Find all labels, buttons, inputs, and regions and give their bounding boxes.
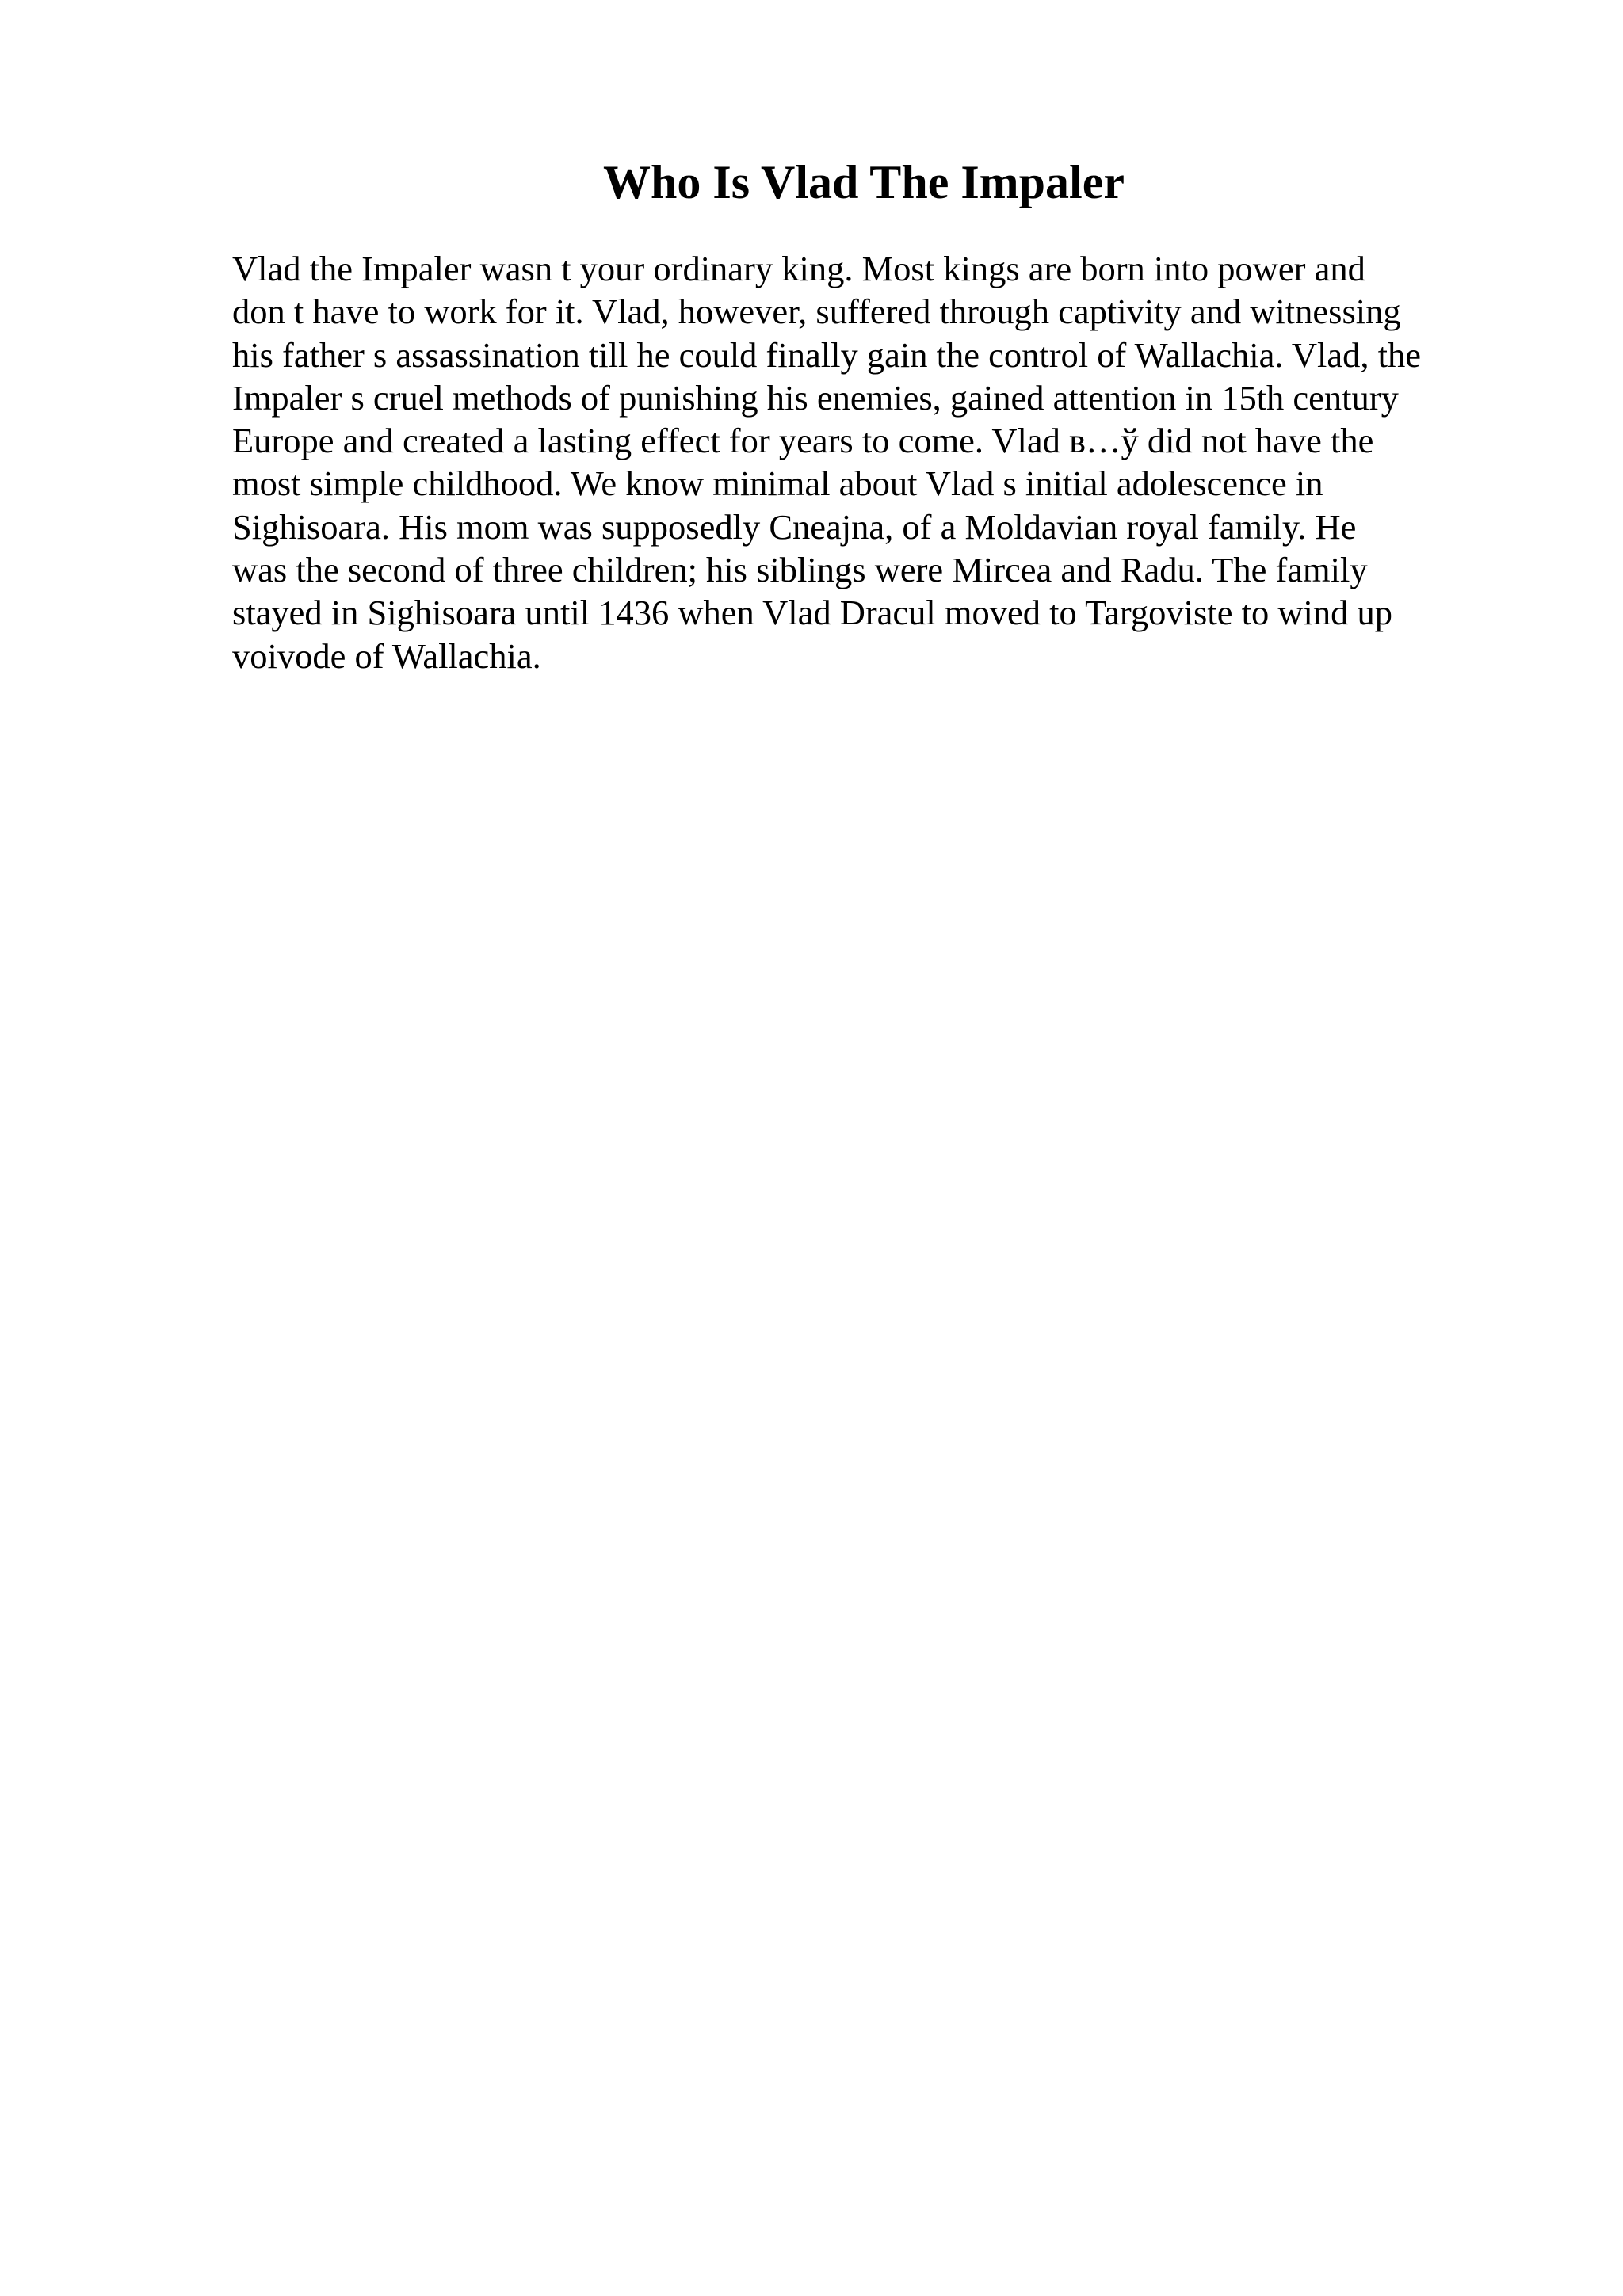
body-line: voivode of Wallachia. bbox=[232, 635, 541, 676]
body-line: Vlad the Impaler wasn t your ordinary king. Most kings are born into power and bbox=[232, 249, 1365, 288]
body-line: his father s assassination till he could finally gain the control of Wallachia. Vlad, the bbox=[232, 334, 1421, 375]
body-line: stayed in Sighisoara until 1436 when Vlad Dracul moved to Targoviste to wind up bbox=[232, 593, 1392, 633]
body-line: Europe and created a lasting effect for years to come. Vlad в…ў did not have the bbox=[232, 421, 1374, 461]
body-line: Sighisoara. His mom was supposedly Cneajna, of a Moldavian royal family. He bbox=[232, 506, 1357, 547]
document-body bbox=[232, 247, 1500, 677]
body-line: was the second of three children; his siblings were Mircea and Radu. The family bbox=[232, 550, 1368, 590]
body-line: don t have to work for it. Vlad, however, suffered through captivity and witnessing bbox=[232, 292, 1401, 332]
body-line: most simple childhood. We know minimal about Vlad s initial adolescence in bbox=[232, 463, 1323, 504]
body-line: Impaler s cruel methods of punishing his enemies, gained attention in 15th century bbox=[232, 377, 1399, 418]
document-title: Who Is Vlad The Impaler bbox=[603, 156, 1125, 208]
